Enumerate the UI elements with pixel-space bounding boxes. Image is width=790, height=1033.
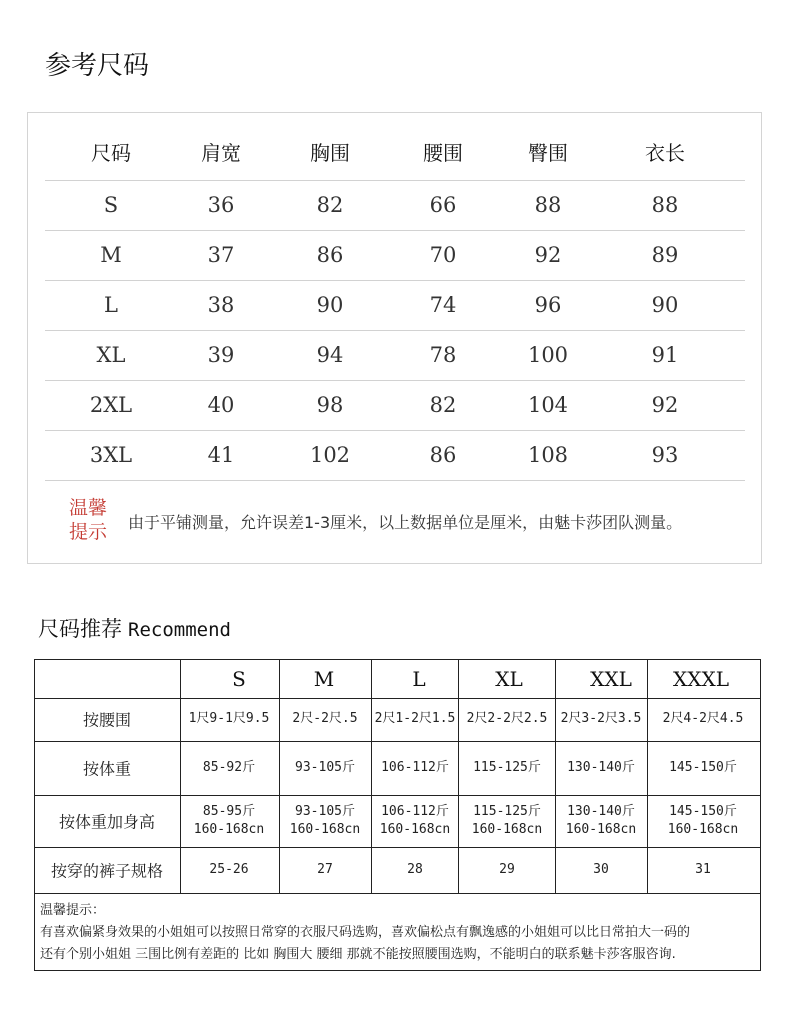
reference-size-title: 参考尺码	[45, 51, 150, 81]
reference-value-cell: 100	[527, 343, 569, 367]
reference-value-cell: 108	[527, 443, 569, 467]
recommend-value-cell	[566, 803, 636, 839]
reference-table-row	[28, 430, 761, 480]
warm-tip-label-line1: 温馨	[68, 497, 107, 519]
recommend-size-header: XXXL	[673, 667, 729, 691]
recommend-value-cell: 85-92斤	[202, 760, 256, 775]
recommend-height-value: 160-168cn	[289, 822, 361, 837]
grid-column-divider	[279, 660, 280, 893]
recommend-value-cell	[668, 803, 738, 839]
grid-column-divider	[371, 660, 372, 893]
recommend-value-cell: 2尺2-2尺2.5	[466, 711, 548, 726]
recommend-value-cell: 130-140斤	[567, 760, 635, 775]
recommend-row-label: 按腰围	[82, 710, 132, 730]
recommend-weight-value: 93-105斤	[295, 804, 355, 819]
reference-value-cell: 88	[651, 193, 679, 217]
reference-value-cell: 92	[651, 393, 679, 417]
reference-size-cell: S	[103, 193, 119, 217]
recommend-height-value: 160-168cn	[379, 822, 451, 837]
reference-value-cell: 91	[651, 343, 679, 367]
reference-header-row	[28, 128, 761, 178]
grid-column-divider	[647, 660, 648, 893]
reference-value-cell: 90	[651, 293, 679, 317]
recommend-height-value: 160-168cn	[471, 822, 543, 837]
reference-header-cell: 腰围	[423, 141, 463, 165]
recommend-row-label: 按体重加身高	[58, 812, 156, 832]
size-recommend-title-en: Recommend	[128, 619, 231, 641]
reference-table-row	[28, 180, 761, 230]
reference-value-cell: 41	[207, 443, 235, 467]
reference-value-cell: 90	[316, 293, 344, 317]
recommend-size-header: XL	[495, 667, 523, 691]
reference-value-cell: 78	[429, 343, 457, 367]
reference-value-cell: 38	[207, 293, 235, 317]
reference-value-cell: 94	[316, 343, 344, 367]
grid-row-divider	[35, 795, 760, 796]
recommend-size-header: S	[232, 667, 246, 691]
recommend-size-header: M	[313, 667, 335, 691]
grid-row-divider	[35, 847, 760, 848]
recommend-value-cell: 29	[499, 862, 515, 877]
recommend-height-value: 160-168cn	[193, 822, 265, 837]
grid-row-divider	[35, 741, 760, 742]
reference-value-cell: 36	[207, 193, 235, 217]
size-recommend-title-cn: 尺码推荐	[38, 617, 122, 641]
recommend-row-label: 按体重	[82, 759, 132, 779]
reference-header-cell: 衣长	[645, 141, 685, 165]
grid-row-divider	[35, 698, 760, 699]
recommend-note-line1: 有喜欢偏紧身效果的小姐姐可以按照日常穿的衣服尺码选购，喜欢偏松点有飘逸感的小姐姐可以比日常拍大一码的	[40, 925, 691, 940]
size-recommend-table	[34, 659, 761, 971]
recommend-value-cell: 25-26	[209, 862, 249, 877]
grid-column-divider	[180, 660, 181, 893]
reference-value-cell: 93	[651, 443, 679, 467]
grid-column-divider	[458, 660, 459, 893]
recommend-value-cell: 1尺9-1尺9.5	[188, 711, 270, 726]
warm-tip-label	[66, 496, 110, 544]
recommend-weight-value: 145-150斤	[669, 804, 737, 819]
reference-header-cell: 肩宽	[201, 141, 241, 165]
recommend-row-label: 按穿的裤子规格	[50, 861, 164, 881]
reference-table-row	[28, 330, 761, 380]
reference-table-row	[28, 380, 761, 430]
grid-column-divider	[555, 660, 556, 893]
reference-value-cell: 104	[527, 393, 569, 417]
reference-table-row	[28, 280, 761, 330]
reference-size-cell: 2XL	[89, 393, 133, 417]
recommend-value-cell	[194, 803, 264, 839]
recommend-weight-value: 130-140斤	[567, 804, 635, 819]
reference-value-cell: 86	[316, 243, 344, 267]
recommend-size-header: L	[412, 667, 426, 691]
recommend-weight-value: 106-112斤	[381, 804, 449, 819]
reference-value-cell: 92	[534, 243, 562, 267]
recommend-value-cell: 31	[695, 862, 711, 877]
recommend-value-cell	[380, 803, 450, 839]
recommend-value-cell: 93-105斤	[295, 760, 355, 775]
recommend-value-cell: 2尺3-2尺3.5	[560, 711, 642, 726]
reference-value-cell: 86	[429, 443, 457, 467]
recommend-height-value: 160-168cn	[667, 822, 739, 837]
recommend-value-cell: 27	[317, 862, 333, 877]
recommend-value-cell: 2尺1-2尺1.5	[374, 711, 456, 726]
recommend-value-cell: 2尺-2尺.5	[292, 711, 358, 726]
reference-size-cell: M	[100, 243, 122, 267]
recommend-value-cell: 106-112斤	[381, 760, 449, 775]
recommend-note-title: 温馨提示：	[40, 903, 106, 918]
warm-tip-label-line2: 提示	[68, 521, 107, 543]
recommend-weight-value: 85-95斤	[202, 804, 256, 819]
reference-value-cell: 40	[207, 393, 235, 417]
recommend-height-value: 160-168cn	[565, 822, 637, 837]
reference-value-cell: 82	[316, 193, 344, 217]
recommend-size-header: XXL	[590, 667, 632, 691]
reference-size-cell: 3XL	[89, 443, 133, 467]
grid-row-divider	[35, 893, 760, 894]
recommend-value-cell	[290, 803, 360, 839]
recommend-note	[40, 900, 690, 966]
reference-size-table	[27, 112, 762, 564]
reference-value-cell: 37	[207, 243, 235, 267]
warm-tip-text: 由于平铺测量，允许误差1-3厘米，以上数据单位是厘米，由魅卡莎团队测量。	[128, 513, 683, 532]
reference-value-cell: 96	[534, 293, 562, 317]
recommend-value-cell: 145-150斤	[669, 760, 737, 775]
reference-value-cell: 74	[429, 293, 457, 317]
recommend-weight-value: 115-125斤	[473, 804, 541, 819]
reference-value-cell: 102	[309, 443, 351, 467]
reference-header-cell: 臀围	[528, 141, 568, 165]
size-recommend-title	[38, 613, 231, 643]
recommend-note-line2: 还有个别小姐姐 三围比例有差距的 比如 胸围大 腰细 那就不能按照腰围选购，不能明白的联系魅卡莎客服咨询.	[40, 947, 676, 962]
reference-size-cell: L	[104, 293, 118, 317]
reference-value-cell: 39	[207, 343, 235, 367]
reference-value-cell: 66	[429, 193, 457, 217]
recommend-value-cell: 2尺4-2尺4.5	[662, 711, 744, 726]
recommend-value-cell: 28	[407, 862, 423, 877]
reference-value-cell: 70	[429, 243, 457, 267]
reference-header-cell: 尺码	[91, 141, 131, 165]
reference-value-cell: 98	[316, 393, 344, 417]
recommend-value-cell	[472, 803, 542, 839]
reference-value-cell: 82	[429, 393, 457, 417]
recommend-value-cell: 30	[593, 862, 609, 877]
reference-value-cell: 88	[534, 193, 562, 217]
reference-header-cell: 胸围	[310, 141, 350, 165]
reference-table-row	[28, 230, 761, 280]
reference-size-cell: XL	[96, 343, 126, 367]
recommend-value-cell: 115-125斤	[473, 760, 541, 775]
reference-row-divider	[45, 480, 745, 481]
reference-value-cell: 89	[651, 243, 679, 267]
